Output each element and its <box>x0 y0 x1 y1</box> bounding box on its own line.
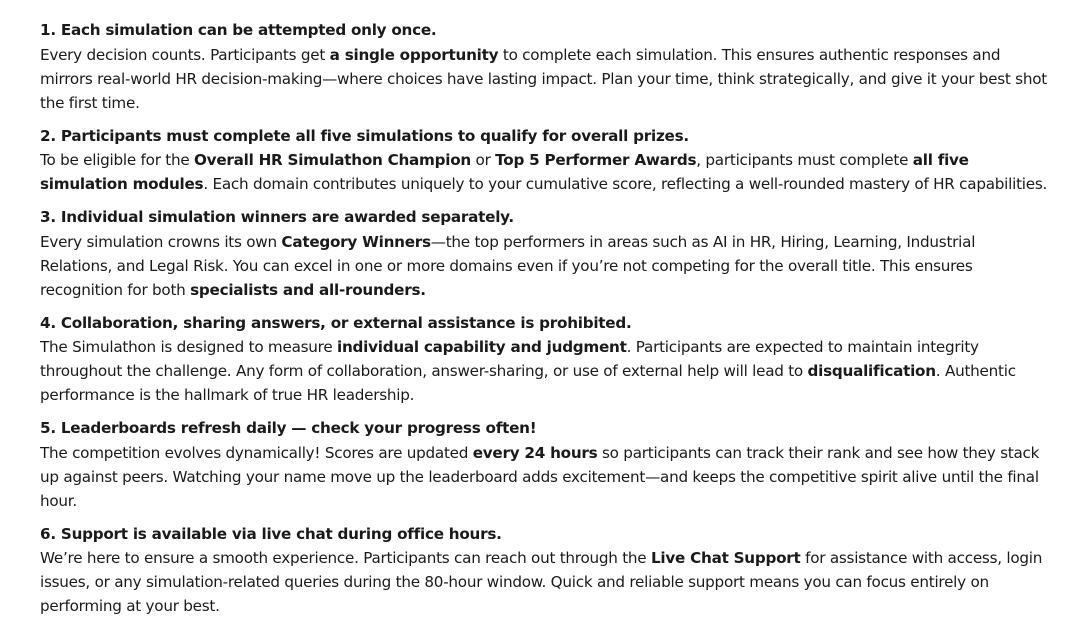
rule-title: 5. Leaderboards refresh daily — check your progress often! <box>40 419 537 437</box>
rule-4 <box>40 312 1050 408</box>
body-text: To be eligible for the <box>40 151 195 169</box>
rule-1 <box>40 19 1050 115</box>
body-text: —the top performers in areas such as AI in HR, Hiring, Learning, Industrial Relations, and Legal Risk. You can excel in one or more domains even if you’re not competing for the overall title. This ensures recognition for both <box>40 232 976 299</box>
body-emphasis: disqualification <box>807 362 936 380</box>
rule-title: 4. Collaboration, sharing answers, or external assistance is prohibited. <box>40 313 632 332</box>
body-emphasis: Live Chat Support <box>650 549 801 567</box>
body-text: Every decision counts. Participants get <box>40 45 330 64</box>
rule-5 <box>40 417 1050 513</box>
rule-body <box>40 546 1050 618</box>
body-emphasis: all five simulation modules <box>40 151 969 193</box>
rule-body <box>40 148 1050 196</box>
body-text: The competition evolves dynamically! Scores are updated <box>40 443 473 462</box>
body-text: . Authentic performance is the hallmark of true HR leadership. <box>40 362 1016 404</box>
rule-title: 1. Each simulation can be attempted only once. <box>40 21 437 39</box>
body-text: . Participants are expected to maintain integrity throughout the challenge. Any form of collaboration, answer-sharing, or use of external help will lead to <box>40 338 979 380</box>
rule-3 <box>40 206 1050 302</box>
body-emphasis: Category Winners <box>281 232 431 251</box>
body-text: . Each domain contributes uniquely to your cumulative score, reflecting a well-rounded mastery of HR capabilities. <box>203 175 1048 193</box>
body-text: to complete each simulation. This ensures authentic responses and mirrors real-world HR decision-making—where choices have lasting impact. Plan your time, think strategically, and give it your best shot the first time. <box>40 45 1047 112</box>
body-text: or <box>470 151 496 169</box>
body-emphasis: every 24 hours <box>472 443 598 462</box>
rule-body <box>40 43 1050 115</box>
body-text: so participants can track their rank and see how they stack up against peers. Watching your name move up the leaderboard adds excitement—and keeps the competitive spirit alive until the final hour. <box>40 443 1040 510</box>
body-text: for assistance with access, login issues, or any simulation-related queries during the 80-hour window. Quick and reliable support means you can focus entirely on performing at your best. <box>40 549 1043 615</box>
body-text: , participants must complete <box>696 151 913 169</box>
body-text: We’re here to ensure a smooth experience. Participants can reach out through the <box>40 549 651 567</box>
rule-body <box>40 335 1050 407</box>
body-emphasis: Overall HR Simulathon Champion <box>194 151 471 169</box>
rule-6 <box>40 523 1050 619</box>
body-text: The Simulathon is designed to measure <box>40 338 338 356</box>
body-emphasis: individual capability and judgment <box>337 338 627 356</box>
rule-title: 2. Participants must complete all five simulations to qualify for overall prizes. <box>40 126 689 145</box>
body-emphasis: a single opportunity <box>329 45 499 64</box>
rules-document <box>40 19 1050 628</box>
body-emphasis: Top 5 Performer Awards <box>495 151 697 169</box>
rule-body <box>40 441 1050 513</box>
rule-title: 6. Support is available via live chat during office hours. <box>40 524 502 543</box>
rule-title: 3. Individual simulation winners are awarded separately. <box>40 208 514 226</box>
rule-body <box>40 230 1050 302</box>
body-emphasis: specialists and all-rounders. <box>190 280 426 299</box>
rule-2 <box>40 125 1050 197</box>
body-text: Every simulation crowns its own <box>40 232 282 251</box>
